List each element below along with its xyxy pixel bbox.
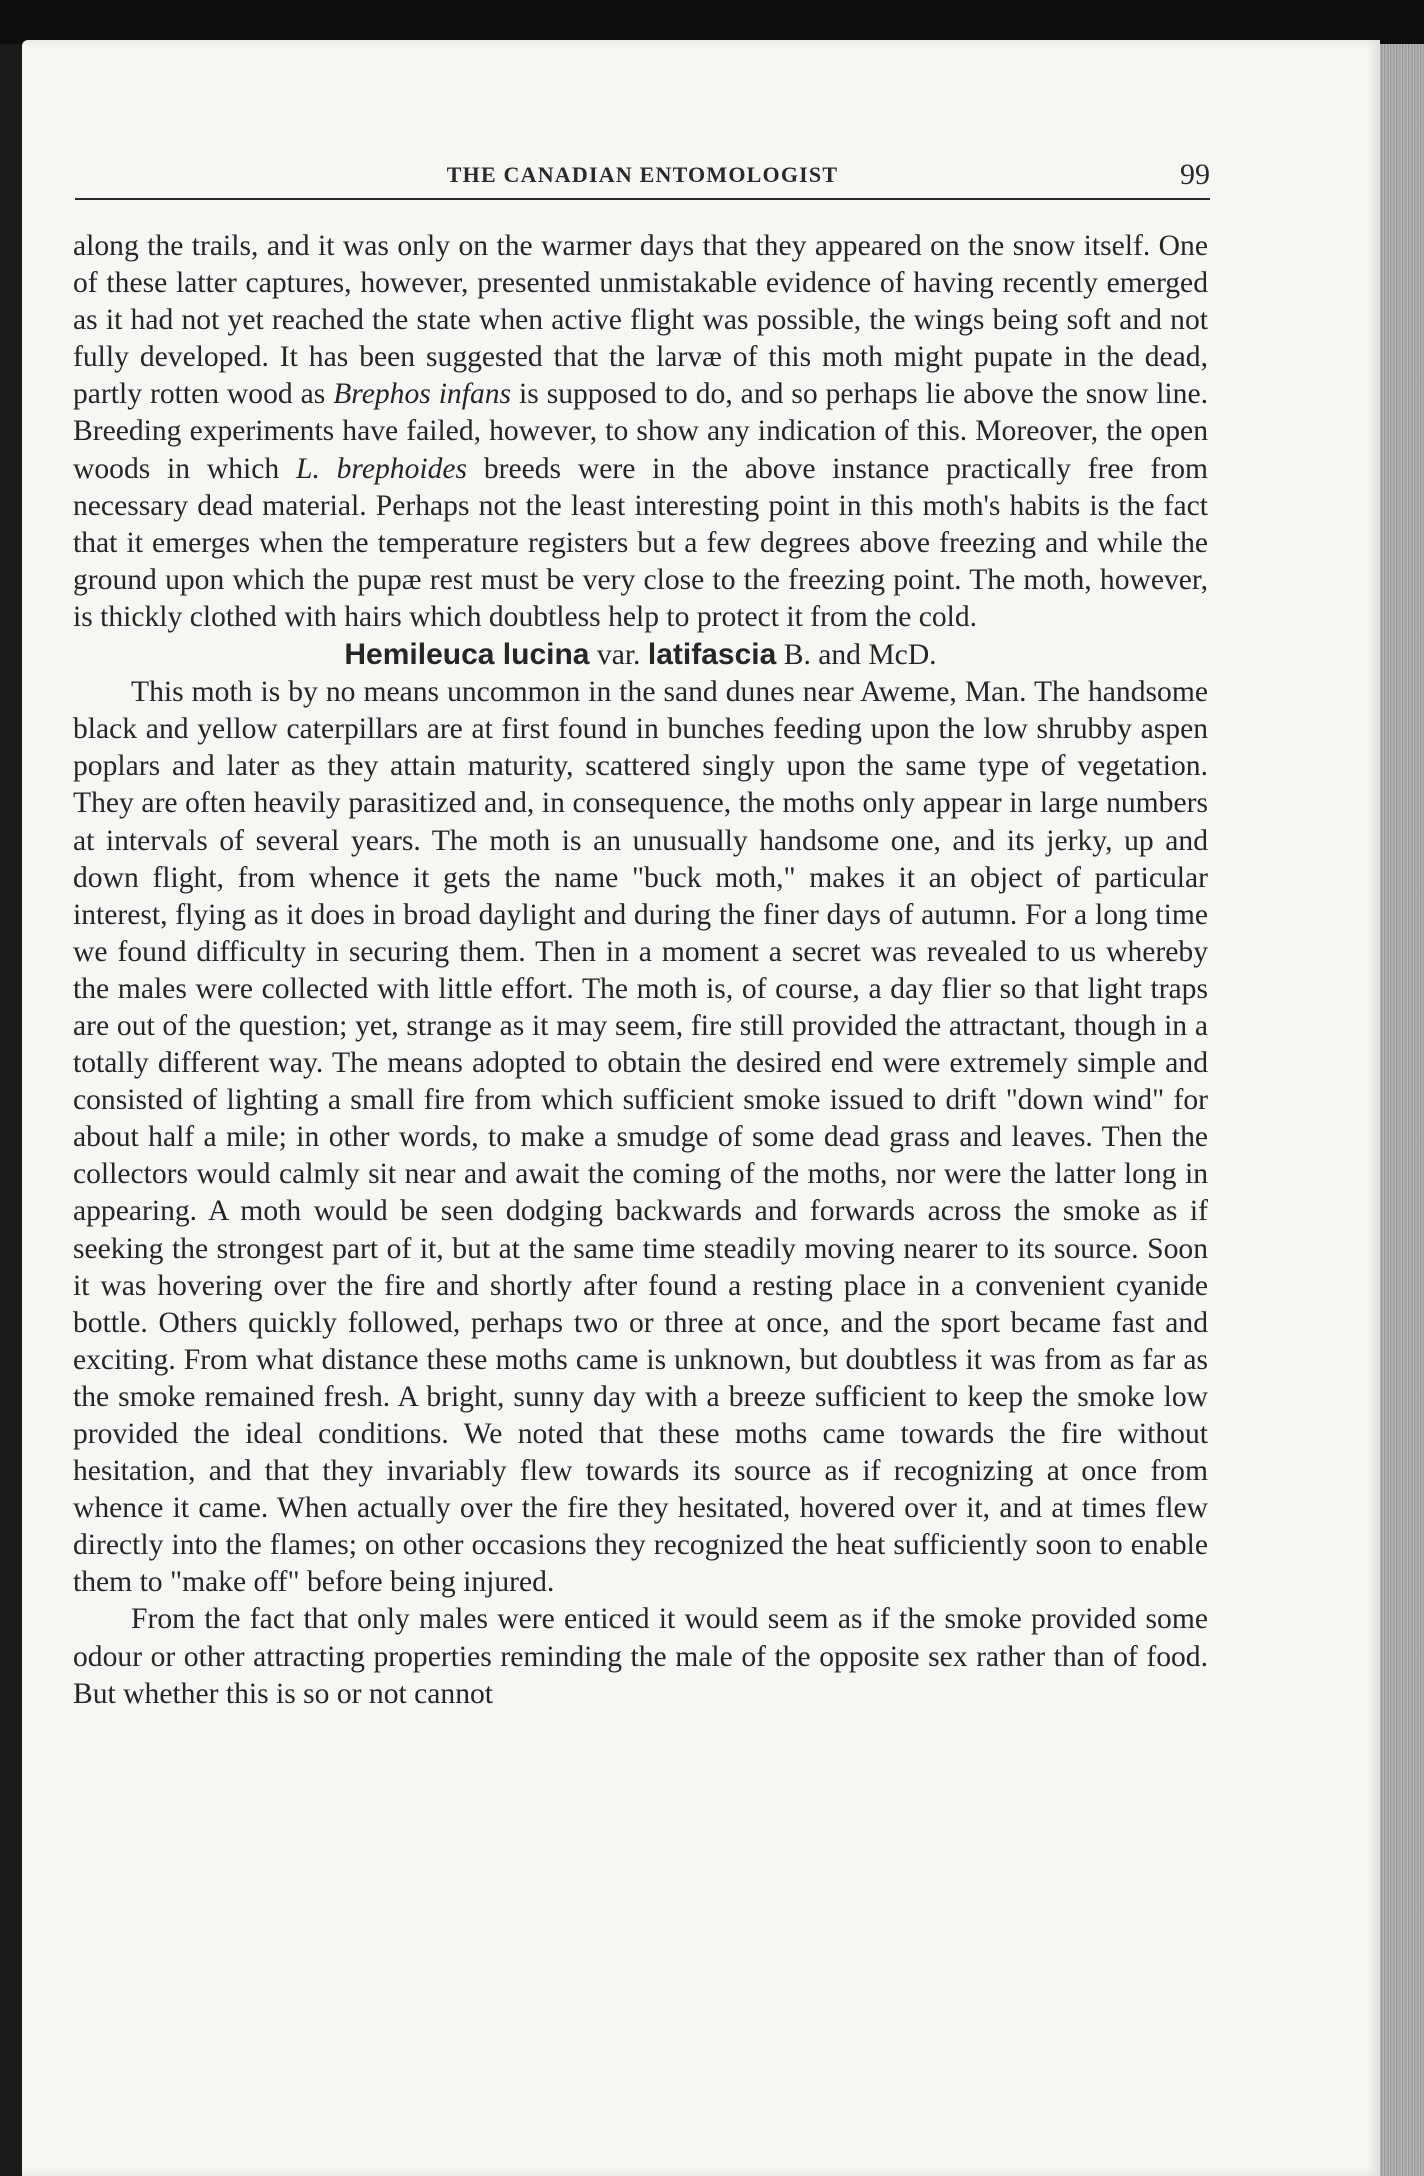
running-title: THE CANADIAN ENTOMOLOGIST bbox=[446, 162, 839, 187]
species-name-brephos-infans: Brephos infans bbox=[333, 378, 512, 411]
paragraph-3: From the fact that only males were enticed it would seem as if the smoke provided some odour or other attracting properties reminding the male of the opposite sex rather than of food. But whether this is so or not cannot bbox=[73, 1603, 1208, 1710]
section-heading-authority: B. and McD. bbox=[783, 639, 937, 672]
paragraph-1-text-a: along the trails, and it was only on the warmer days that they appeared on the snow itself. One of these latter captures, however, presented unmistakable evidence of having recently emerged as it had not yet reached the state when active flight was possible, the wings being soft and not fully developed. It has been suggested that the larvæ of this moth might pupate in the dead, partly rotten wood as bbox=[73, 230, 1208, 411]
paragraph-continued bbox=[73, 228, 1208, 636]
species-name-l-brephoides: L. brephoides bbox=[295, 452, 468, 485]
article-body bbox=[73, 228, 1208, 1713]
section-heading-var-label: var. bbox=[596, 639, 641, 672]
scan-top-border bbox=[0, 0, 1424, 44]
paragraph-2: This moth is by no means uncommon in the sand dunes near Aweme, Man. The handsome black and yellow caterpillars are at first found in bunches feeding upon the low shrubby aspen poplars and later as they attain maturity, scattered singly upon the same type of vegetation. They are often heavily parasitized and, in consequence, the moths only appear in large numbers at intervals of several years. The moth is an unusually handsome one, and its jerky, up and down flight, from whence it gets the name "buck moth," makes it an object of particular interest, flying as it does in broad daylight and during the finer days of autumn. For a long time we found difficulty in securing them. Then in a moment a secret was revealed to us whereby the males were collected with little effort. The moth is, of course, a day flier so that light traps are out of the question; yet, strange as it may seem, fire still provided the attractant, though in a totally different way. The means adopted to obtain the desired end were extremely simple and consisted of lighting a small fire from which sufficient smoke issued to drift "down wind" for about half a mile; in other words, to make a smudge of some dead grass and leaves. Then the collectors would calmly sit near and await the coming of the moths, nor were the latter long in appearing. A moth would be seen dodging backwards and forwards across the smoke as if seeking the strongest part of it, but at the same time steadily moving nearer to its source. Soon it was hovering over the fire and shortly after found a resting place in a convenient cyanide bottle. Others quickly followed, perhaps two or three at once, and the sport became fast and exciting. From what distance these moths came is unknown, but doubtless it was from as far as the smoke remained fresh. A bright, sunny day with a breeze sufficient to keep the smoke low provided the ideal conditions. We noted that these moths came towards the fire without hesitation, and that they invariably flew towards its source as if recognizing at once from whence it came. When actually over the fire they hesitated, hovered over it, and at times flew directly into the flames; on other occasions they recognized the heat sufficiently soon to enable them to "make off" before being injured. bbox=[73, 676, 1208, 1599]
section-heading-species: Hemileuca lucina bbox=[344, 638, 590, 672]
paragraph-1-text-b: is supposed to do, and so perhaps lie above the snow line. Breeding experiments have failed, however, to show any indication of this. Moreover, the open woods in which bbox=[73, 378, 1208, 485]
paragraph-1-text-c: breeds were in the above instance practically free from necessary dead material. Perhaps not the least interesting point in this moth's habits is the fact that it emerges when the temperature registers but a few degrees above freezing and while the ground upon which the pupæ rest must be very close to the freezing point. The moth, however, is thickly clothed with hairs which doubtless help to protect it from the cold. bbox=[73, 452, 1209, 633]
page-number: 99 bbox=[1180, 158, 1210, 191]
running-head bbox=[75, 158, 1210, 200]
section-heading-variety: latifascia bbox=[647, 638, 777, 672]
section-heading bbox=[73, 636, 1208, 674]
